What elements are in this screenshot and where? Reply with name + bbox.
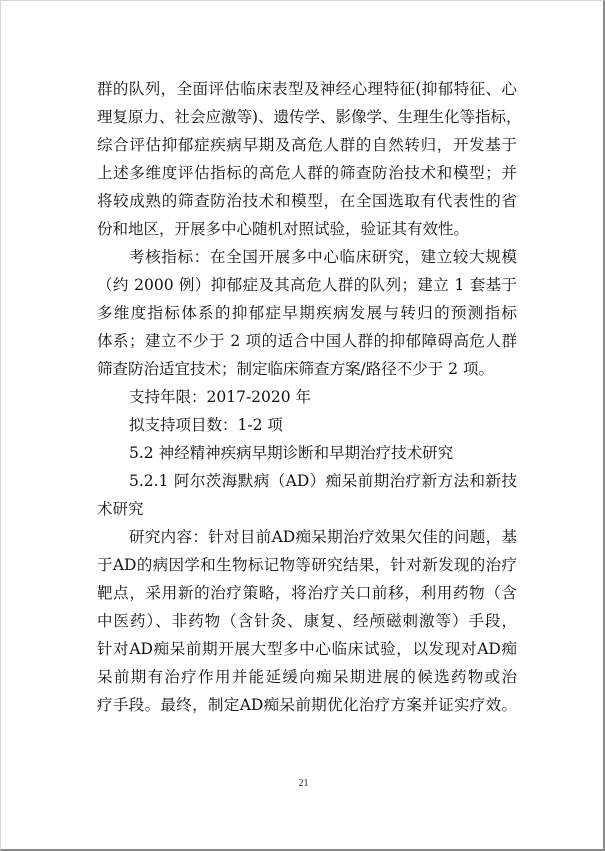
- text-line: 体系；建立不少于 2 项的适合中国人群的抑郁障碍高危人群: [97, 332, 517, 350]
- subsection-heading: 5.2.1 阿尔茨海默病（AD）痴呆前期治疗新方法和新技: [129, 472, 517, 490]
- text-line: 中医药）、非药物（含针灸、康复、经颅磁刺激等）手段，: [97, 612, 517, 630]
- text-line: 将较成熟的筛查防治技术和模型，在全国选取有代表性的省: [97, 192, 517, 210]
- text-line: 综合评估抑郁症疾病早期及高危人群的自然转归，开发基于: [97, 136, 517, 154]
- text-line: 群的队列，全面评估临床表型及神经心理特征(抑郁特征、心: [97, 80, 517, 98]
- text-line: （约 2000 例）抑郁症及其高危人群的队列；建立 1 套基于: [97, 276, 517, 294]
- subsection-heading-cont: 术研究: [97, 500, 144, 518]
- page-number: 21: [298, 778, 309, 789]
- text-line: 呆前期有治疗作用并能延缓向痴呆期进展的候选药物或治: [97, 668, 517, 686]
- text-line: 拟支持项目数：1-2 项: [129, 416, 283, 434]
- text-line: 多维度指标体系的抑郁症早期疾病发展与转归的预测指标: [97, 304, 517, 322]
- text-line: 疗手段。最终，制定AD痴呆前期优化治疗方案并证实疗效。: [97, 696, 517, 714]
- text-line: 于AD的病因学和生物标记物等研究结果，针对新发现的治疗: [97, 556, 517, 574]
- text-line: 理复原力、社会应激等)、遗传学、影像学、生理生化等指标，: [97, 108, 522, 126]
- text-line: 筛查防治适宜技术；制定临床筛查方案/路径不少于 2 项。: [97, 360, 494, 378]
- text-line: 针对AD痴呆前期开展大型多中心临床试验，以发现对AD痴: [97, 640, 517, 658]
- text-line: 支持年限：2017-2020 年: [129, 388, 312, 406]
- text-line: 考核指标：在全国开展多中心临床研究，建立较大规模: [129, 248, 517, 266]
- text-line: 上述多维度评估指标的高危人群的筛查防治技术和模型；并: [97, 164, 517, 182]
- text-line: 份和地区，开展多中心随机对照试验，验证其有效性。: [97, 220, 470, 238]
- text-line: 靶点，采用新的治疗策略，将治疗关口前移，利用药物（含: [97, 584, 517, 602]
- body-text: [97, 75, 522, 719]
- text-line: 研究内容：针对目前AD痴呆期治疗效果欠佳的问题，基: [129, 528, 517, 546]
- section-heading: 5.2 神经精神疾病早期诊断和早期治疗技术研究: [129, 444, 454, 462]
